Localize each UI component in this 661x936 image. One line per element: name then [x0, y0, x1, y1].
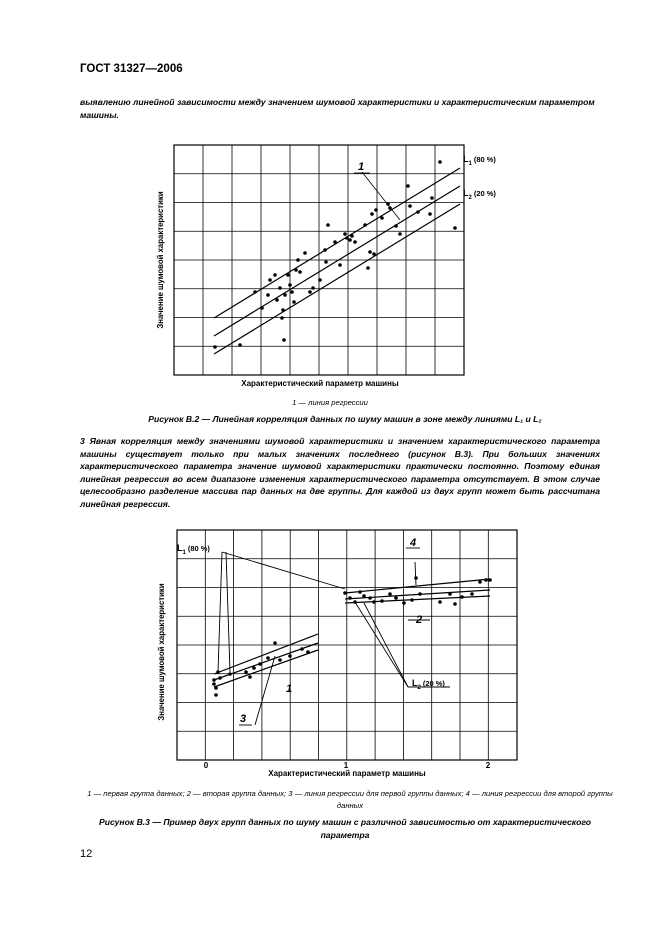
data-point [362, 594, 366, 598]
data-point [213, 345, 217, 349]
data-point [368, 596, 372, 600]
data-point [212, 682, 216, 686]
data-point [228, 672, 232, 676]
data-point [238, 343, 242, 347]
data-point [428, 212, 432, 216]
figure-b3-legend: 1 — первая группа данных; 2 — вторая группа данных; 3 — линия регрессии для первой группы данных; 4 — линия регрессии для второй группы данных [87, 789, 613, 810]
data-point [345, 236, 349, 240]
b2-label-l2: $L_2$ $^{(20 \%)}$ [463, 188, 496, 201]
figure-b3-regression-lines [214, 579, 490, 687]
figure-b3-caption: Рисунок В.3 — Пример двух групп данных по шуму машин с различной зависимостью от характеристического параметра [98, 817, 592, 840]
data-point [348, 238, 352, 242]
data-point [253, 290, 257, 294]
data-point [266, 293, 270, 297]
data-point [366, 266, 370, 270]
b3-y-axis-label: Значение шумовой характеристики [157, 583, 166, 721]
data-point [438, 600, 442, 604]
b2-label-l1: $L_1$ $^{(80 \%)}$ [463, 154, 496, 167]
data-point [306, 650, 310, 654]
figure-b3-callout-leaders [218, 548, 450, 725]
data-point [298, 270, 302, 274]
data-point [282, 338, 286, 342]
data-point [275, 298, 279, 302]
b3-label-l2: $L_2$ $^{(20 \%)}$ [412, 678, 445, 691]
data-point [394, 596, 398, 600]
data-point [380, 599, 384, 603]
data-point [266, 656, 270, 660]
page-number: 12 [80, 848, 93, 860]
data-point [448, 592, 452, 596]
b2-callout-leader [362, 172, 400, 220]
data-point [303, 251, 307, 255]
data-point [388, 592, 392, 596]
data-point [214, 686, 218, 690]
data-point [460, 595, 464, 599]
data-point [273, 273, 277, 277]
b3-label-l1: $L_1$ $^{(80 \%)}$ [177, 543, 210, 556]
data-point [343, 232, 347, 236]
data-point [368, 250, 372, 254]
data-point [281, 308, 285, 312]
b2-callout-1: 1 [358, 161, 365, 173]
data-point [410, 598, 414, 602]
data-point [308, 290, 312, 294]
data-point [370, 212, 374, 216]
data-point [343, 591, 347, 595]
figure-b3-data-points [212, 576, 492, 697]
data-point [318, 278, 322, 282]
b2-line-regression [214, 186, 460, 336]
data-point [372, 600, 376, 604]
data-point [348, 596, 352, 600]
data-point [311, 286, 315, 290]
data-point [248, 675, 252, 679]
data-point [288, 654, 292, 658]
data-point [398, 232, 402, 236]
data-point [453, 602, 457, 606]
data-point [286, 273, 290, 277]
data-point [333, 240, 337, 244]
data-point [353, 240, 357, 244]
data-point [214, 693, 218, 697]
data-point [478, 580, 482, 584]
figure-b2-data-points [213, 160, 457, 349]
b3-tick-1: 1 [343, 761, 349, 770]
data-point [406, 184, 410, 188]
b3-tick-2: 2 [485, 761, 491, 770]
figure-b3-grid [177, 530, 517, 760]
data-point [358, 590, 362, 594]
data-point [338, 263, 342, 267]
data-point [453, 226, 457, 230]
figure-b2-chart [150, 130, 496, 392]
b3-tick-0: 0 [203, 761, 209, 770]
b3-callout-3: 3 [240, 713, 247, 725]
b3-callout-2: 2 [416, 614, 423, 626]
data-point [326, 223, 330, 227]
document-header: ГОСТ 31327—2006 [80, 63, 183, 75]
data-point [374, 208, 378, 212]
data-point [258, 662, 262, 666]
data-point [290, 290, 294, 294]
data-point [488, 578, 492, 582]
data-point [394, 224, 398, 228]
b3-x-axis-label: Характеристический параметр машины [268, 769, 426, 778]
b2-x-axis-label: Характеристический параметр машины [241, 379, 399, 388]
data-point [268, 278, 272, 282]
data-point [292, 300, 296, 304]
b2-y-axis-label: Значение шумовой характеристики [156, 191, 165, 329]
data-point [273, 641, 277, 645]
data-point [324, 260, 328, 264]
b2-line-l1 [214, 168, 460, 318]
b2-line-l2 [214, 204, 460, 354]
figure-b2-legend: 1 — линия регрессии [292, 398, 368, 407]
data-point [350, 234, 354, 238]
data-point [470, 592, 474, 596]
data-point [218, 676, 222, 680]
data-point [372, 252, 376, 256]
data-point [363, 223, 367, 227]
b3-callout-4: 4 [410, 537, 417, 549]
data-point [288, 283, 292, 287]
intro-paragraph: выявлению линейной зависимости между значением шумовой характеристики и характеристическим параметром машины. [80, 97, 595, 120]
data-point [278, 286, 282, 290]
data-point [212, 678, 216, 682]
data-point [300, 647, 304, 651]
data-point [408, 204, 412, 208]
figure-b3-chart [150, 512, 530, 778]
data-point [484, 578, 488, 582]
data-point [294, 268, 298, 272]
figure-b2-regression-lines [214, 168, 460, 354]
data-point [252, 666, 256, 670]
b3-callout-1: 1 [286, 683, 293, 695]
data-point [278, 658, 282, 662]
data-point [402, 601, 406, 605]
data-point [416, 210, 420, 214]
figure-b2-caption: Рисунок В.2 — Линейная корреляция данных по шуму машин в зоне между линиями L₁ и L₂ [148, 414, 542, 424]
data-point [380, 216, 384, 220]
data-point [438, 160, 442, 164]
paragraph-3: 3 Явная корреляция между значениями шумовой характеристики и значением характеристического параметра машины существует только при малых значениях последнего (рисунок В.3). При больших значениях характеристического параметра значение шумовой характеристики практически постоянно. Поэтому единая линейная регрессия во всем диапазоне изменения характеристического параметра отсутствует. В этом случае целесообразно разделение массива пар данных на две группы. Для каждой из двух групп может быть рассчитана линейная регрессия. [80, 436, 600, 509]
data-point [244, 670, 248, 674]
data-point [280, 316, 284, 320]
data-point [296, 258, 300, 262]
figure-b2-grid [174, 145, 464, 375]
data-point [418, 592, 422, 596]
data-point [260, 306, 264, 310]
data-point [430, 196, 434, 200]
data-point [323, 248, 327, 252]
data-point [283, 293, 287, 297]
